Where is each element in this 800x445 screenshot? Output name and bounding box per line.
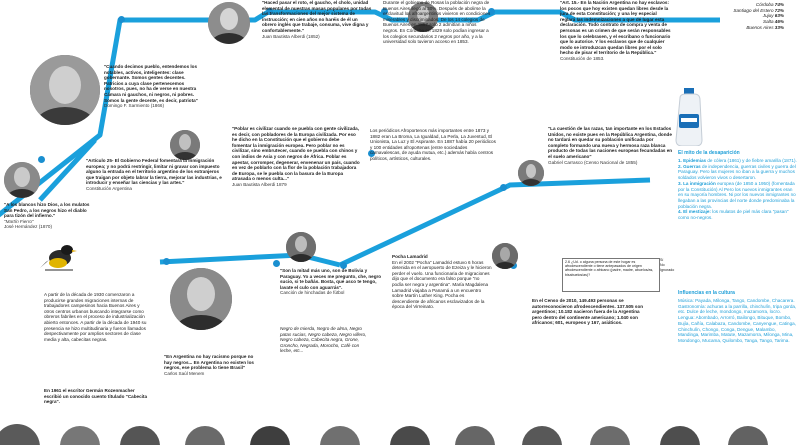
timeline-dot <box>38 156 45 163</box>
timeline-dot <box>500 184 507 191</box>
censo-option-no: No <box>660 263 665 267</box>
bird-illustration <box>40 238 78 282</box>
quote-menem-text: "En Argentina no hay racismo porque no hay negros... En Argentina no existen los negros, ese problema lo tiene Brasil" <box>164 354 254 371</box>
portrait-alberdi <box>208 2 250 44</box>
quote-sarmiento-author: Domingo F. Sarmiento (1866) <box>104 103 165 109</box>
mito-title: El mito de la desaparición <box>678 150 740 156</box>
text-negro-list-body: Negro de mierda, Negro de alma, Negro patas sucias, Negro cabeza, Negro villero, Negro cabeza, Cabecita negra, Grone, Groncho, Negrada, Morocho, Café con leche, etc... <box>280 326 367 354</box>
timeline-dot <box>118 16 125 23</box>
censo-option-si: Sí <box>660 258 664 262</box>
text-censo-2010-body: En el Censo de 2010, 149.493 personas se autorreconocieron afrodescendientes. 137.505 son argentinos; 10.182 nacieron fuera de la Argentina pero dentro del continente americano; 1.040 son africanos; 601, europeos y 167, asiáticos. <box>532 298 644 326</box>
quote-hernandez-author: José Hernández (1870) <box>4 224 53 230</box>
quote-art25-text: "Artículo 25- El Gobierno Federal fomentará la inmigración europea; y no podrá restringir, limitar ni gravar con impuesto alguno la entrada en el territorio argentino de los extranjeros que traigan por objeto labrar la tierra, mejorar las industrias, e introducir y enseñar las ciencias y las artes." <box>86 158 222 186</box>
percentage-item: Jujuy 63% <box>762 13 784 19</box>
bottom-portrait <box>728 426 768 445</box>
portrait-alberdi-old <box>170 130 200 160</box>
influencias-box <box>678 290 798 344</box>
bottom-portrait <box>60 426 100 445</box>
mito-box <box>678 150 798 221</box>
mito-item: 2. Guerras de independencia, guerras civiles y guerra del Paraguay. Pero las mujeres no iban a la guerra y muchos soldados volvieron vivos o desertaron. <box>678 163 796 181</box>
text-negro-list <box>280 326 370 354</box>
portrait-sarmiento <box>30 55 100 125</box>
bottom-portrait <box>390 426 430 445</box>
portrait-carrasco <box>518 160 544 186</box>
text-migraciones-body: A partir de la década de 1930 comenzaron a producirse grandes migraciones internas de trabajadores campesinos hacia Buenos Aires y otros centros urbanos buscando integrarse como obreros fabriles en el proceso de industrialización abierto entonces. A partir de la década de 1940 su presencia se hizo multitudinaria y fueron llamados despectivamente por amplios sectores de clase media y alta, cabecitas negras. <box>44 292 147 342</box>
bottom-portrait <box>250 426 290 445</box>
text-rosas-body: Durante el gobierno de Rosas la población negra de Buenos Aires llegó al 30%. Después de abolirse la esclavitud los afroargentinos vivieron en condiciones miserables y discriminados. De los 14 colegios de Buenos Aires en 1857 solo 2 admitían a niños negros. En Córdoba en 1829 solo podían ingresar a los colegios secundarios 2 negros por año, y a la universidad solo tuvieron acceso en 1853. <box>383 0 491 45</box>
percentage-item: Córdoba 74% <box>755 2 784 7</box>
bottom-portrait <box>522 426 562 445</box>
quote-futbol-author: Canción de hinchadas de fútbol <box>280 290 345 296</box>
bottom-portraits <box>0 424 800 445</box>
quote-hernandez <box>4 202 90 230</box>
censo-form <box>562 258 660 292</box>
percentage-item: Salta 46% <box>763 19 784 25</box>
censo-option-ignorado: Ignorado <box>660 268 675 272</box>
quote-futbol <box>280 268 384 296</box>
text-rozenmacher-body: En 1961 el escritor Germán Rozenmacher escribió un conocido cuento titulado "Cabecita negra". <box>44 388 147 405</box>
right-column <box>676 0 798 31</box>
text-rozenmacher <box>44 388 150 405</box>
quote-futbol-text: "Son la mitad más uno, son de Bolivia y Paraguay. Yo a veces me pregunto, che, negro sucio, si te bañás. Bosta, qué asco te tengo, lavate el culo con aguarrás". <box>280 268 382 290</box>
text-migraciones <box>44 292 150 342</box>
bottom-portrait <box>455 426 495 445</box>
quote-menem <box>164 354 256 376</box>
quote-art15-author: Constitución de 1853. <box>560 55 605 61</box>
text-pocha-title: Pocha Lamadrid <box>392 254 428 259</box>
quote-constitucion-art15 <box>560 0 672 62</box>
mito-item: 4. El mestizaje: los mulatos de piel más clara "pasan" como no-negros. <box>678 209 789 221</box>
bottom-portrait <box>120 426 160 445</box>
mito-item: 1. Epidemias de cólera (1861) y de fiebre amarilla (1871). <box>678 158 797 163</box>
timeline-dot <box>273 260 280 267</box>
text-censo-2010 <box>532 298 644 326</box>
percentage-item: Santiago del Estero 72% <box>733 7 784 13</box>
bleach-bottle-image <box>672 88 706 146</box>
quote-carrasco-text: "La cuestión de las razas, tan importante en los Estados Unidos, no existe pues en la República Argentina, donde no tardará en quedar su población unificada por completo formando una nueva y hermosa raza blanca producto de todas las naciones europeas fecundadas en el suelo americano" <box>548 126 673 159</box>
portrait-menem <box>170 268 232 330</box>
mito-item: 3. La inmigración europea (de 1850 a 1950) (fomentada por la Constitución) Al Pero los nuevos inmigrantes eran en su mayoría hombres. Ni por los nuevos inmigrantes no llegaban a las provincias del norte donde predominaba la población negra. <box>678 180 796 209</box>
quote-hernandez-work: "Martín Fierro" <box>4 218 34 224</box>
portrait-futbol-fan <box>286 232 316 262</box>
influencias-text: Música: Payada, Milonga, Tango, Candombe, Chacarera. Gastronomía: achuras a la parrilla, chinchulín, tripa gorda, etc. Dulce de leche, mondongo, mazamorra, locro. Lengua: Abombado, Arrorró, Bailongo, Bituque, Bombo, Bujía, Cañía, Calabaza, Candombe, Canyengue, Catinga, Chinchulín, Chongo, Conga, Dengue, Malambo, Mandinga, Marimba, Matute, Mazamorra, Milonga, Mina, Mondongo, Mucama, Quilombo, Tanga, Tango, Tarima. <box>678 298 797 343</box>
quote-menem-author: Carlos Saúl Menem <box>164 370 205 376</box>
censo-form-options <box>660 258 678 273</box>
quote-carrasco-author: Gabriel Carrasco (Censo Nacional de 1855) <box>548 159 638 165</box>
percentage-item: Buenos Aires 33% <box>746 24 784 30</box>
quote-art25-author: Constitución Argentina <box>86 185 132 191</box>
censo-form-question: 2.6 ¿Ud. o alguna persona de este hogar es afrodescendiente o tiene antepasados de origen afrodescendiente o africano (padre, madre, abuelos/as, bisabuelos/as)? <box>565 260 654 277</box>
bottom-portrait <box>0 424 40 445</box>
quote-alberdi-1879-text: "Poblar es civilizar cuando se puebla con gente civilizada, es decir, con pobladores de la Europa civilizada. Por eso he dicho en la Constitución que el gobierno debe fomentar la inmigración europea. Pero poblar no es civilizar, sino embrutecer, cuando se puebla con chinos y con indios de Asia y con negros de África. Poblar es apestar, corromper, degenerar, envenenar un país, cuando en vez de poblarlo con la flor de la población trabajadora de Europa, se le puebla con la basura de la Europa atrasada o menos culta..." <box>232 126 360 182</box>
text-rosas <box>383 0 491 45</box>
quote-alberdi-1852-text: "Haced pasar el roto, el gaucho, el cholo, unidad elemental de nuestras masas populares por todas las transformaciones del mejor sistema de instrucción; en cien años no haréis de él un obrero inglés que trabaje, consuma, vive digna y confortablemente." <box>262 0 372 33</box>
portrait-pocha <box>492 243 518 269</box>
timeline-dot <box>163 258 170 265</box>
quote-alberdi-1852 <box>262 0 372 39</box>
quote-sarmiento <box>104 64 200 109</box>
quote-constitucion-art25 <box>86 158 226 192</box>
quote-art15-text: "Art. 15.- En la Nación Argentina no hay esclavos: los pocos que hoy existen quedan libres desde la jura de esta Constitución; y una ley especial reglará las indemnizaciones a que dé lugar esta declaración. Todo contrato de compra y venta de personas es un crimen de que serán responsables los que lo celebrasen, y el escribano o funcionario que lo autorice. Y los esclavos que de cualquier modo se introduzcan quedan libres por el solo hecho de pisar el territorio de la República." <box>560 0 671 56</box>
quote-alberdi-1852-author: Juan Bautista Alberdi (1852) <box>262 33 320 39</box>
quote-hernandez-text: "A los blancos hizo Dios, a los mulatos San Pedro, a los negros hizo el diablo para tizón del infierno." <box>4 202 90 219</box>
bottom-portrait <box>185 426 225 445</box>
influencias-title: Influencias en la cultura <box>678 290 735 296</box>
text-periodicos-body: Los periódicos Afroportenos más importantes entre 1873 y 1882 eran La Broma, La Igualdad, La Perla, La Juventud, El Unionista, La Luz y El Aspirante. En 1887 había 20 periódicos y 100 entidades afroportenas (entre sociedades carnavalescas, de ayuda mutua, etc.) además había centros políticos, artísticos, culturales. <box>370 128 496 161</box>
quote-sarmiento-text: "Cuando decimos pueblo, entendemos los notables, activos, inteligentes: clase gobernante. Somos gentes decentes. Patricios a cuya clase pertenecemos nosotros, pues, no ha de verse en nuestra Cámara ni gauchos, ni negros, ni pobres. Somos la gente decente, es decir, patriota" <box>104 64 198 103</box>
percentages-list <box>676 2 798 31</box>
text-pocha-body: En el 2002 "Pocha" Lamadrid estuvo 6 horas detenida en el aeropuerto de Ezeiza y le hicieron perder el vuelo. Una funcionaria de migraciones dijo que el documento era falso porque "no podía ser negra y argentina". María Magdalena Lamadrid viajaba a Panamá a un encuentro sobre Martín Luther King. Pocha es descendiente de africanos esclavizados de la época del Virreinato. <box>392 259 492 310</box>
quote-alberdi-1879 <box>232 126 360 188</box>
bottom-portrait <box>660 426 700 445</box>
text-pocha <box>392 254 492 310</box>
bottom-portrait <box>590 426 630 445</box>
quote-carrasco <box>548 126 674 165</box>
text-periodicos <box>370 128 498 162</box>
portrait-hernandez <box>4 162 40 198</box>
bottom-portrait <box>320 426 360 445</box>
quote-alberdi-1879-author: Juan Bautista Alberdi 1879 <box>232 181 287 187</box>
